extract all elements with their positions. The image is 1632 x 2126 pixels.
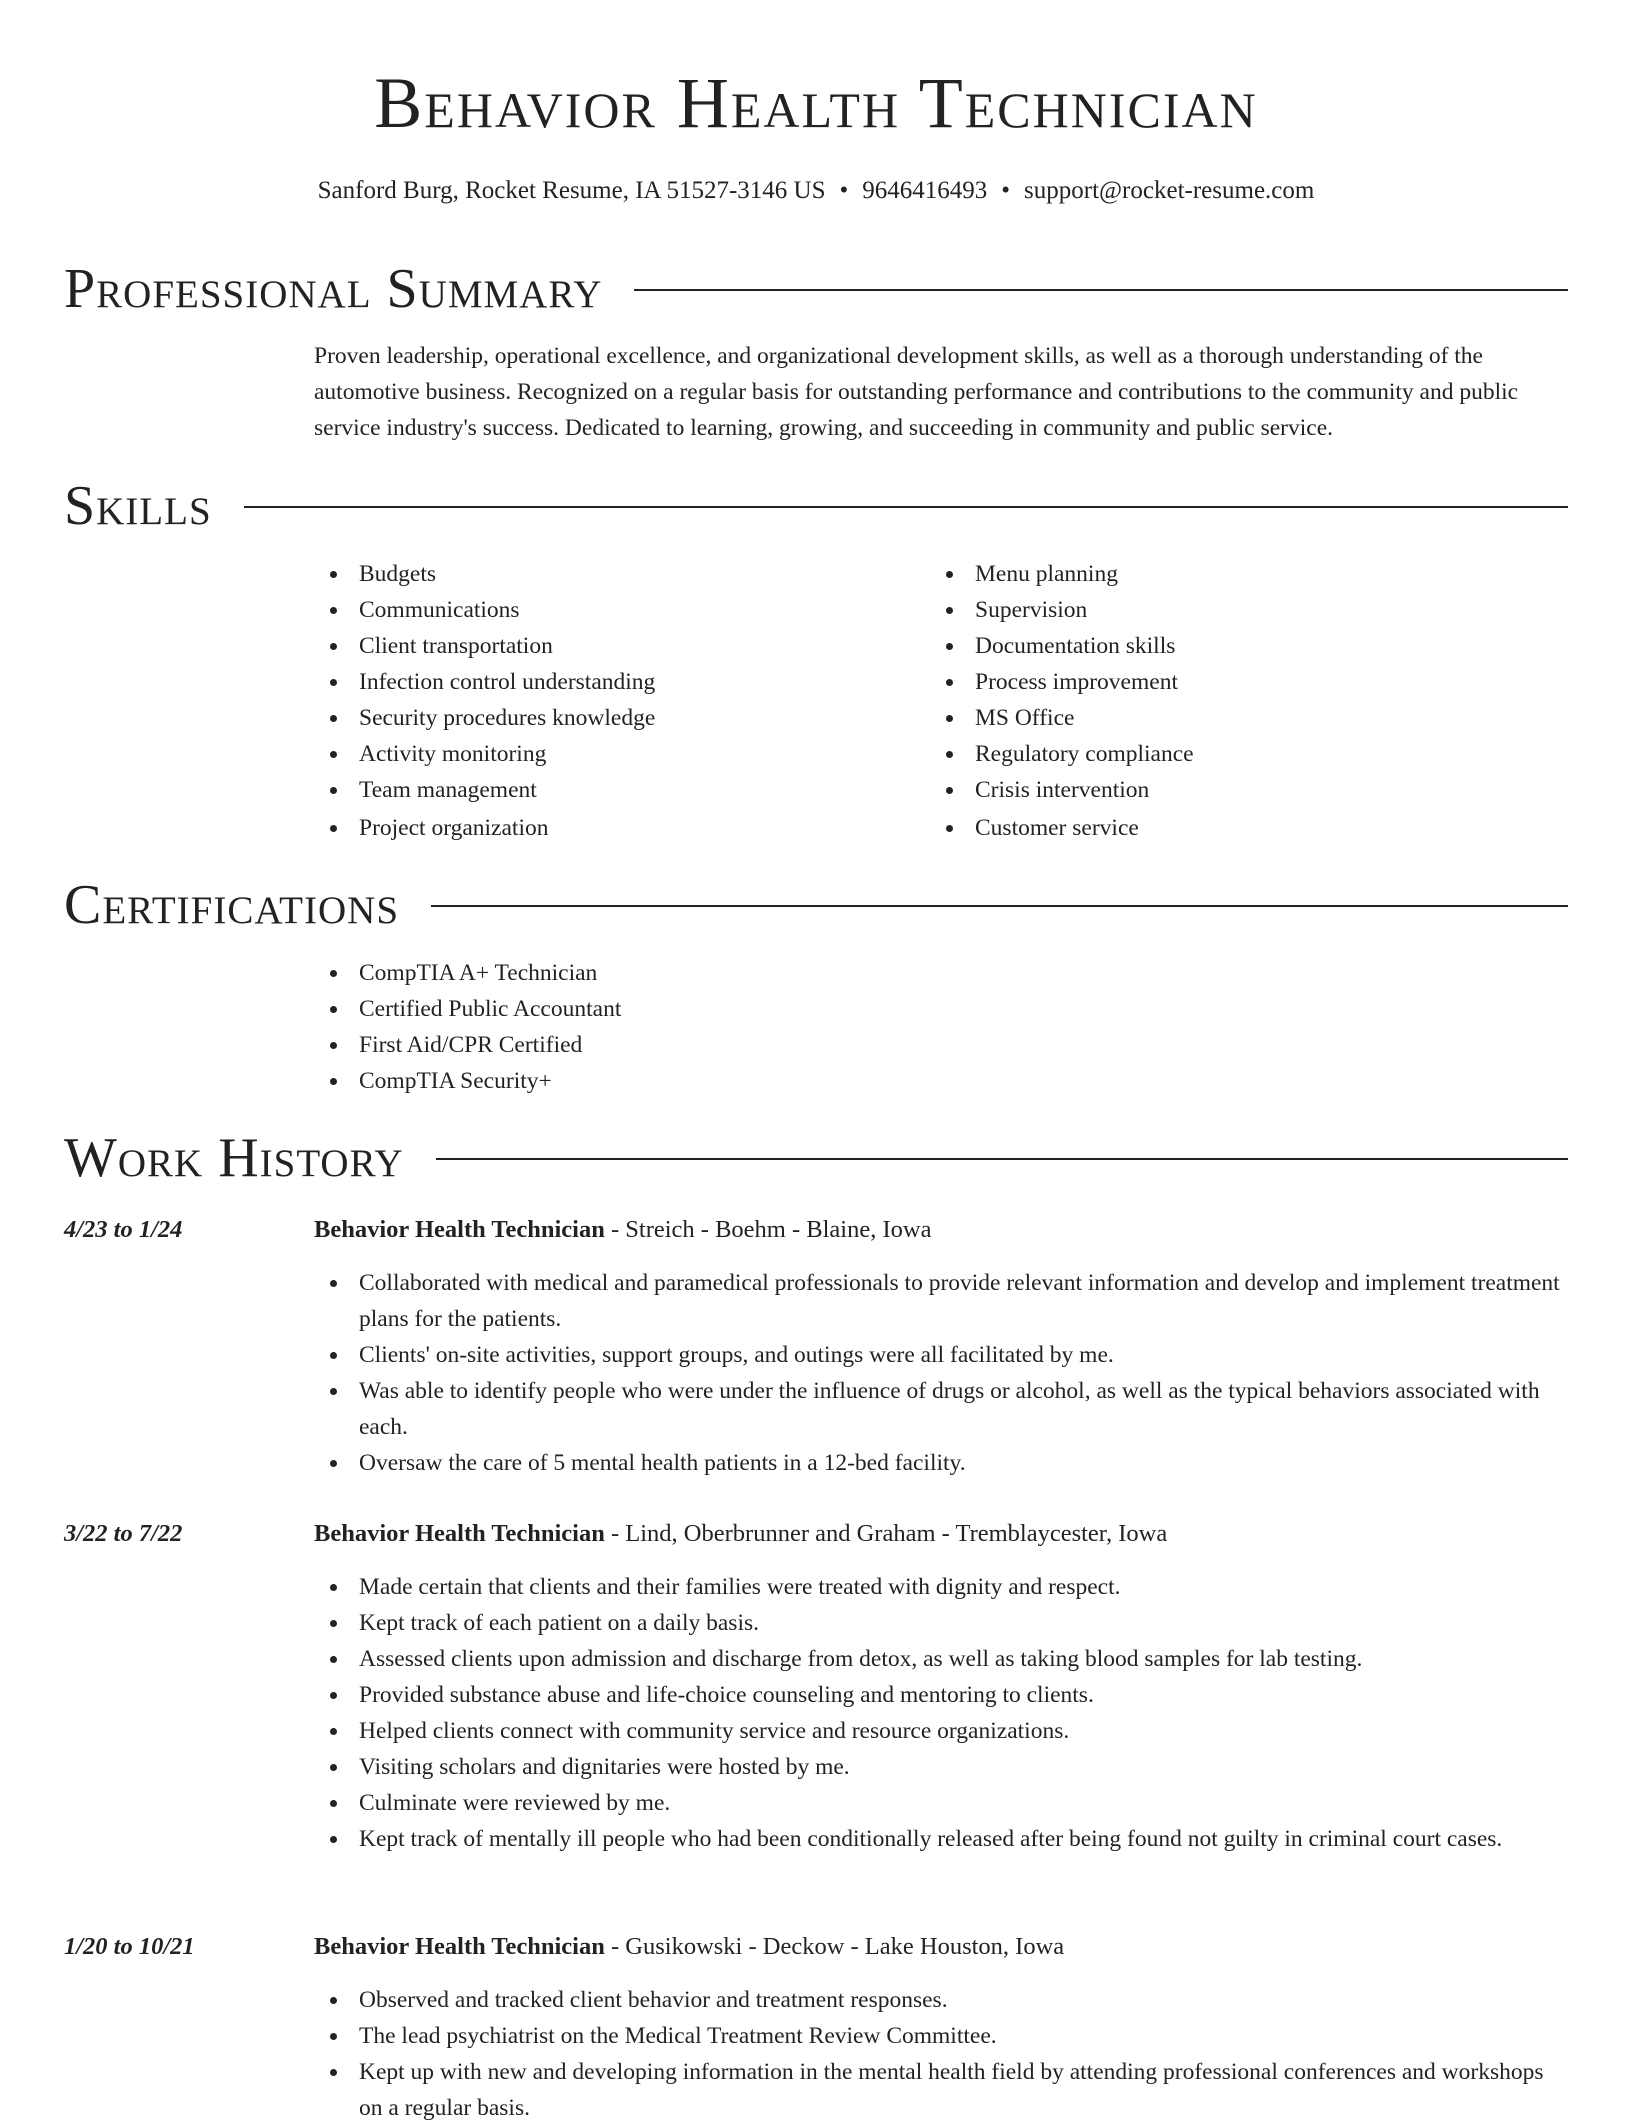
section-heading-skills <box>64 473 1568 539</box>
resume-title: Behavior Health Technician <box>374 63 1258 143</box>
job-header <box>314 1213 1572 1247</box>
job-duty-item: Provided substance abuse and life-choice counseling and mentoring to clients. <box>314 1677 1572 1713</box>
job-employer: - Streich - Boehm - Blaine, Iowa <box>604 1216 932 1243</box>
section-title: Professional Summary <box>64 258 603 320</box>
job-employer: - Lind, Oberbrunner and Graham - Tremblaycester, Iowa <box>604 1520 1168 1547</box>
job-duty-item: Helped clients connect with community service and resource organizations. <box>314 1713 1572 1749</box>
contact-phone: 9646416493 <box>862 177 988 204</box>
job-duties-list <box>314 1265 1572 1481</box>
job-duty-item: Kept track of each patient on a daily basis. <box>314 1605 1572 1641</box>
job-duty-item: Was able to identify people who were under the influence of drugs or alcohol, as well as the typical behaviors associated with each. <box>314 1373 1572 1445</box>
job-duty-item: Kept track of mentally ill people who had been conditionally released after being found not guilty in criminal court cases. <box>314 1821 1572 1857</box>
skill-item: Crisis intervention <box>930 772 1530 808</box>
skill-item: Menu planning <box>930 556 1530 592</box>
job-header <box>314 1517 1572 1551</box>
contact-separator: • <box>839 177 849 204</box>
job-duty-item: The lead psychiatrist on the Medical Treatment Review Committee. <box>314 2018 1572 2054</box>
section-title: Certifications <box>64 874 400 936</box>
job-duty-item: Observed and tracked client behavior and treatment responses. <box>314 1982 1572 2018</box>
skills-list-left <box>314 556 914 846</box>
skill-item: Customer service <box>930 810 1530 846</box>
skills-list-right <box>930 556 1530 846</box>
job-duties-list <box>314 1982 1572 2126</box>
contact-separator: • <box>1001 177 1011 204</box>
skill-item: Client transportation <box>314 628 914 664</box>
certification-item: CompTIA Security+ <box>314 1063 1214 1099</box>
section-title: Work History <box>64 1127 404 1189</box>
skill-item: Security procedures knowledge <box>314 700 914 736</box>
job-header <box>314 1930 1572 1964</box>
job-duty-item: Visiting scholars and dignitaries were hosted by me. <box>314 1749 1572 1785</box>
job-duty-item: Made certain that clients and their families were treated with dignity and respect. <box>314 1569 1572 1605</box>
skill-item: Infection control understanding <box>314 664 914 700</box>
skill-item: Team management <box>314 772 914 808</box>
job-duty-item: Assessed clients upon admission and discharge from detox, as well as taking blood samples for lab testing. <box>314 1641 1572 1677</box>
skill-item: Supervision <box>930 592 1530 628</box>
section-divider <box>436 1158 1568 1160</box>
section-divider <box>634 289 1568 291</box>
skill-item: Communications <box>314 592 914 628</box>
job-duties-list <box>314 1569 1572 1857</box>
skill-item: Activity monitoring <box>314 736 914 772</box>
job-title: Behavior Health Technician <box>314 1216 605 1243</box>
job-duty-item: Collaborated with medical and paramedical professionals to provide relevant information and develop and implement treatment plans for the patients. <box>314 1265 1572 1337</box>
summary-text: Proven leadership, operational excellence, and organizational development skills, as well as a thorough understanding of the automotive business. Recognized on a regular basis for outstanding performance and contributions to the community and public service industry's success. Dedicated to learning, growing, and succeeding in community and public service. <box>314 343 1519 441</box>
skill-item: Documentation skills <box>930 628 1530 664</box>
job-dates: 4/23 to 1/24 <box>64 1216 183 1243</box>
contact-line <box>0 174 1632 208</box>
skill-item: MS Office <box>930 700 1530 736</box>
job-employer: - Gusikowski - Deckow - Lake Houston, Iowa <box>604 1933 1065 1960</box>
contact-email: support@rocket-resume.com <box>1024 177 1315 204</box>
job-duty-item: Oversaw the care of 5 mental health patients in a 12-bed facility. <box>314 1445 1572 1481</box>
job-dates: 1/20 to 10/21 <box>64 1933 195 1960</box>
job-duty-item: Culminate were reviewed by me. <box>314 1785 1572 1821</box>
section-divider <box>431 905 1568 907</box>
skill-item: Regulatory compliance <box>930 736 1530 772</box>
section-heading-certifications <box>64 872 1568 938</box>
job-title: Behavior Health Technician <box>314 1520 605 1547</box>
skill-item: Process improvement <box>930 664 1530 700</box>
contact-address: Sanford Burg, Rocket Resume, IA 51527-3146 US <box>317 177 826 204</box>
section-divider <box>244 506 1568 508</box>
job-dates: 3/22 to 7/22 <box>64 1520 183 1547</box>
job-duty-item: Clients' on-site activities, support groups, and outings were all facilitated by me. <box>314 1337 1572 1373</box>
skill-item: Project organization <box>314 810 914 846</box>
job-duty-item: Kept up with new and developing information in the mental health field by attending professional conferences and workshops on a regular basis. <box>314 2054 1572 2126</box>
certification-item: First Aid/CPR Certified <box>314 1027 1214 1063</box>
skill-item: Budgets <box>314 556 914 592</box>
certification-item: CompTIA A+ Technician <box>314 955 1214 991</box>
section-heading-work-history <box>64 1125 1568 1191</box>
section-heading-summary <box>64 256 1568 322</box>
certification-item: Certified Public Accountant <box>314 991 1214 1027</box>
job-title: Behavior Health Technician <box>314 1933 605 1960</box>
certifications-list <box>314 955 1214 1099</box>
section-title: Skills <box>64 475 212 537</box>
